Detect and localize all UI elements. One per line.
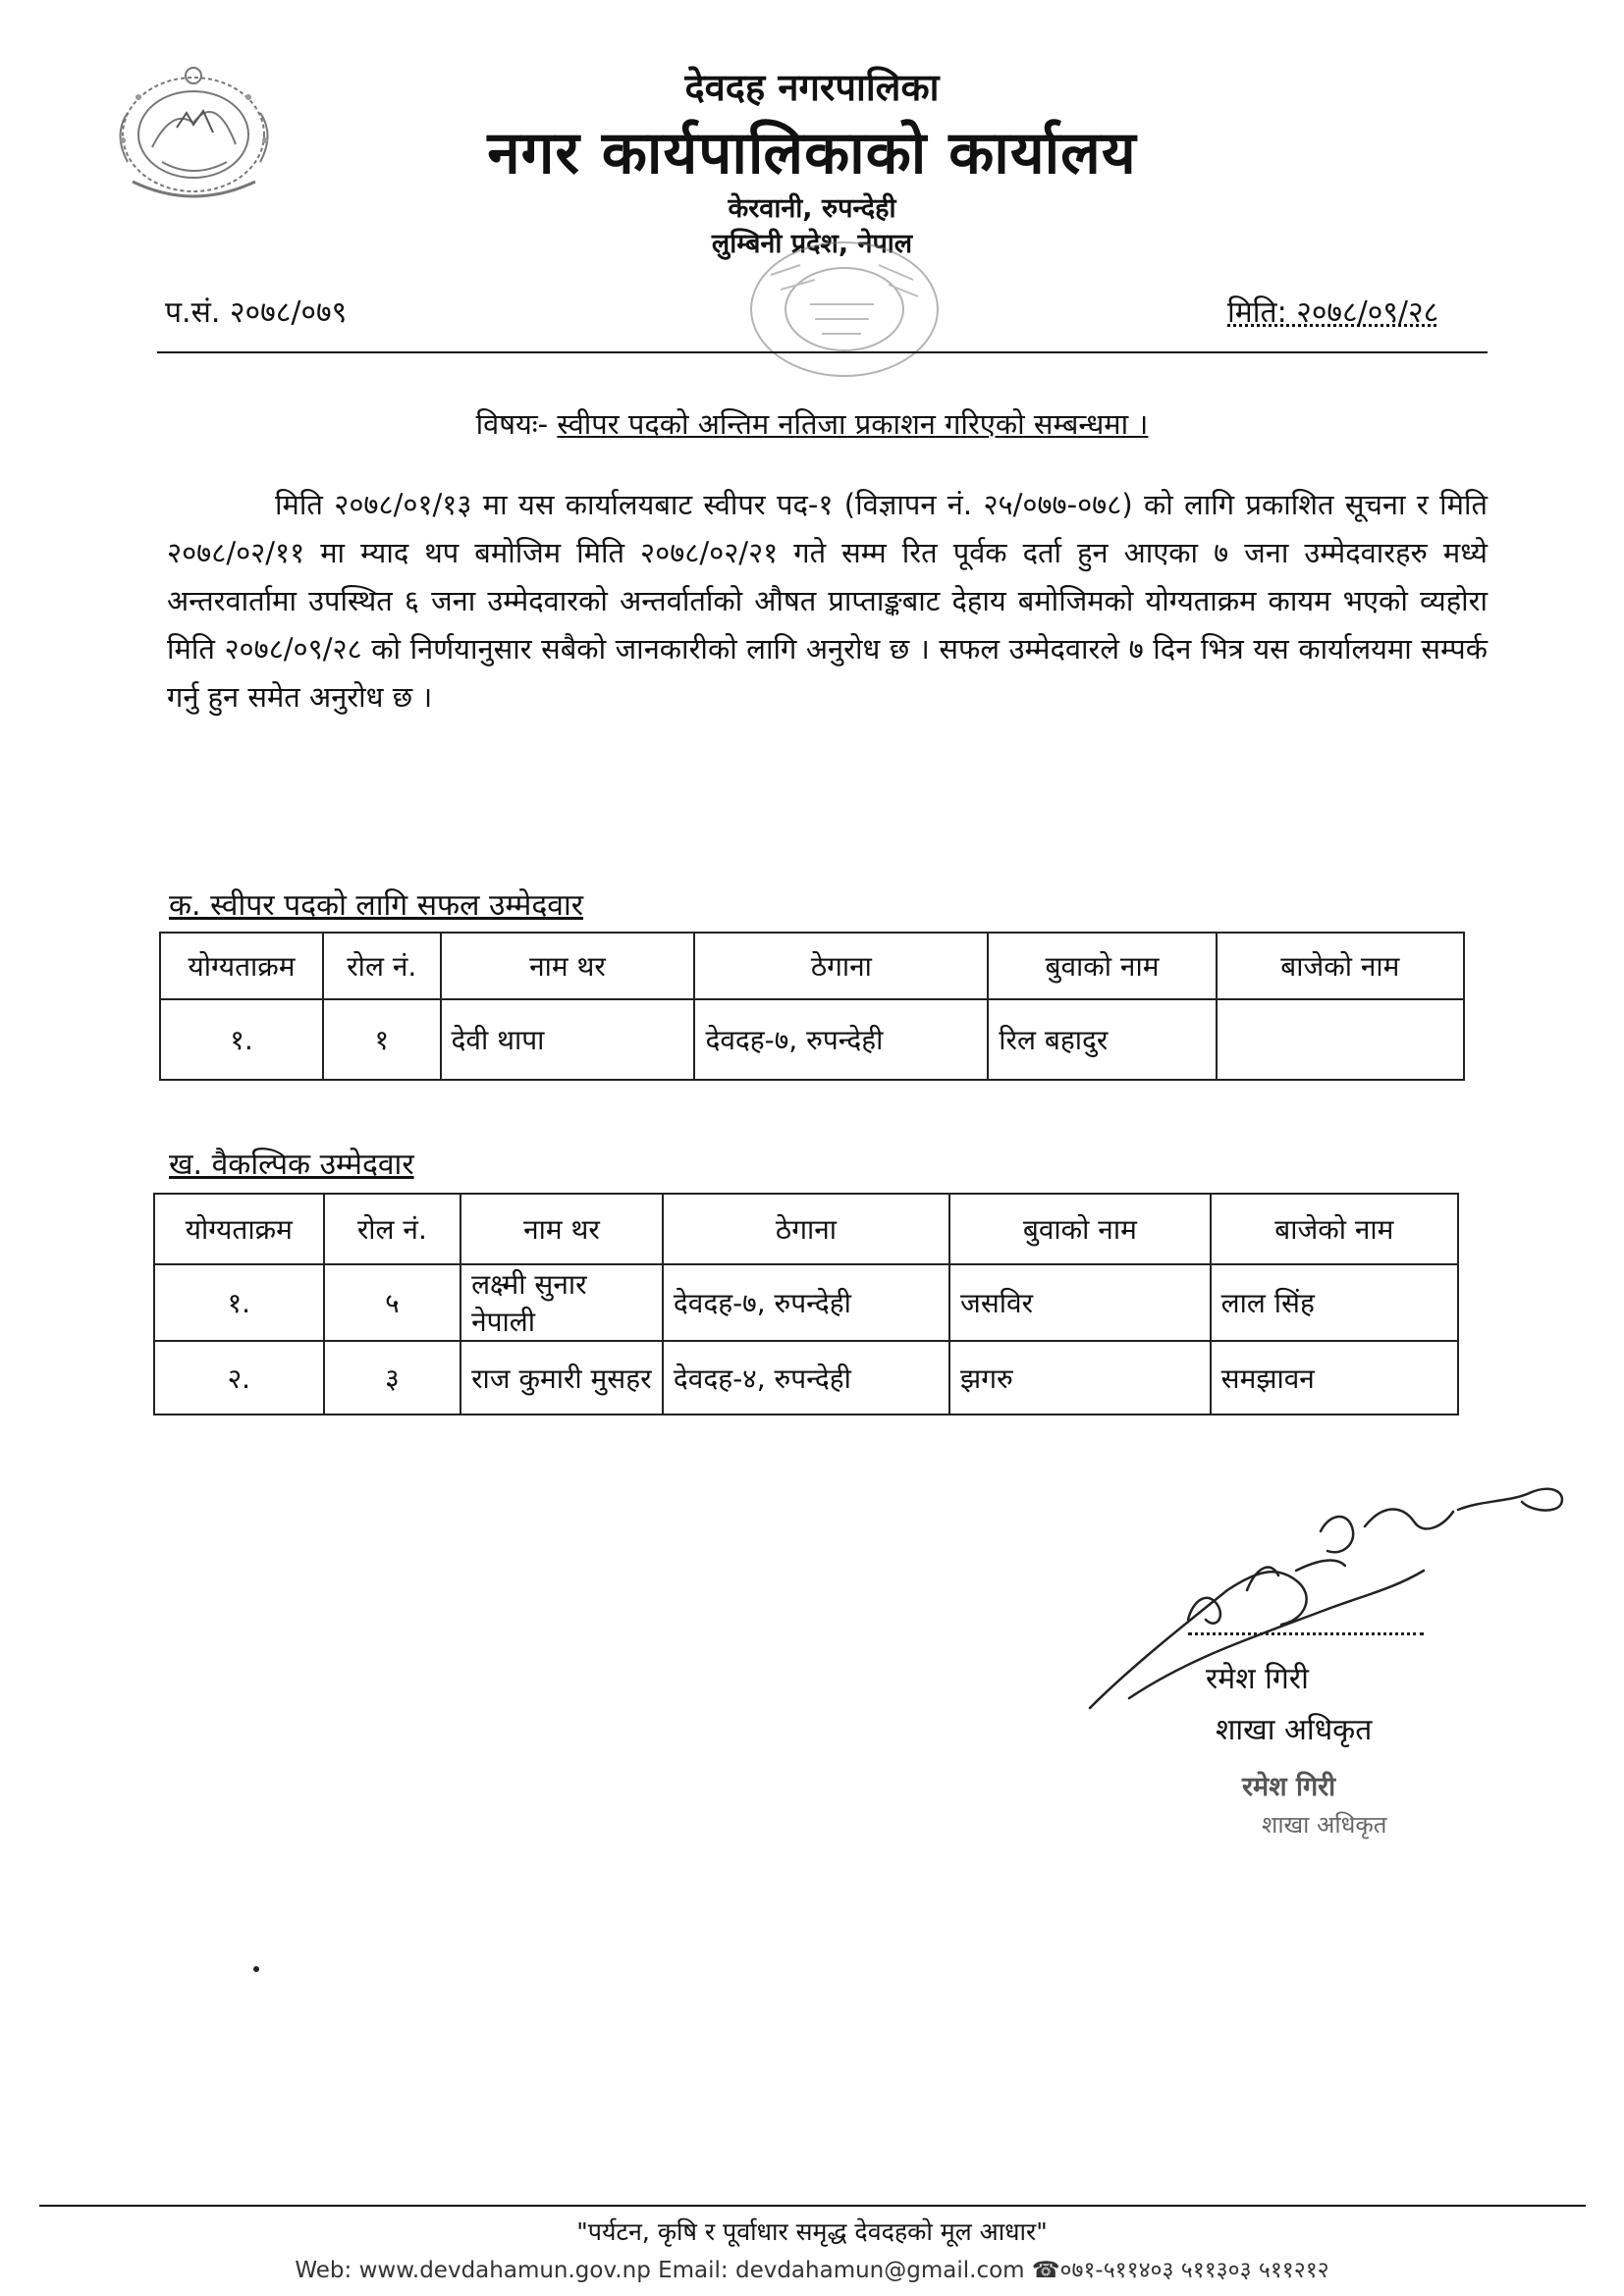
footer-slogan: "पर्यटन, कृषि र पूर्वाधार समृद्ध देवदहको मूल आधार" [576,2217,1048,2246]
subject-prefix: विषयः- [475,407,549,441]
cell-roll-no: ५ [324,1264,460,1341]
reference-number: प.सं. २०७८/०७९ [165,295,348,330]
body-paragraph: मिति २०७८/०१/१३ मा यस कार्यालयबाट स्वीपर पद-१ (विज्ञापन नं. २५/०७७-०७८) को लागि प्रकाशित सूचना र मिति २०७८/०२/११ मा म्याद थप बमोजिम मिति २०७८/०२/२१ गते सम्म रित पूर्वक दर्ता हुन आएका ७ जना उम्मेदवारहरु मध्ये अन्तरवार्तामा उपस्थित ६ जना उम्मेदवारको अन्तर्वार्ताको औषत प्राप्ताङ्कबाट देहाय बमोजिमको योग्यताक्रम कायम भएको व्यहोरा मिति २०७८/०९/२८ को निर्णयानुसार सबैको जानकारीको लागि अनुरोध छ । सफल उम्मेदवारले ७ दिन भित्र यस कार्यालयमा सम्पर्क गर्नु हुन समेत अनुरोध छ । [167,488,1488,714]
cell-grandfather-name: समझावन [1211,1341,1458,1415]
header-roll-no: रोल नं. [324,1194,460,1264]
office-name: नगर कार्यपालिकाको कार्यालय [487,119,1137,187]
table-row [154,1264,1458,1341]
issue-date [1227,291,1438,331]
header-roll-no: रोल नं. [323,933,441,999]
table-row [154,1341,1458,1415]
header-address: ठेगाना [663,1194,949,1264]
footer-divider [39,2205,1586,2207]
subject-text: स्वीपर पदको अन्तिम नतिजा प्रकाशन गरिएको सम्बन्धमा । [557,407,1149,441]
header-name: नाम थर [460,1194,663,1264]
address-line-2: लुम्बिनी प्रदेश, नेपाल [711,229,913,259]
cell-name: राज कुमारी मुसहर [460,1341,663,1415]
successful-candidates-table [159,932,1465,1081]
handwritten-signature-icon [1070,1472,1581,1737]
header-father-name: बुवाको नाम [949,1194,1211,1264]
scan-speck [253,1966,259,1972]
title-stamp: शाखा अधिकृत [1262,1811,1387,1839]
name-stamp: रमेश गिरी [1242,1772,1336,1802]
table-row [160,999,1464,1080]
organization-name: देवदह नगरपालिका [684,66,940,109]
cell-roll-no: ३ [324,1341,460,1415]
cell-rank: १. [154,1264,324,1341]
alternate-candidates-table [153,1193,1459,1415]
cell-father-name: जसविर [949,1264,1211,1341]
cell-name: देवी थापा [441,999,695,1080]
table-header-row [160,933,1464,999]
header-divider [157,351,1488,353]
cell-father-name: रिल बहादुर [988,999,1216,1080]
section-b-title: ख. वैकल्पिक उम्मेदवार [169,1148,414,1182]
cell-address: देवदह-७, रुपन्देही [694,999,988,1080]
header-rank: योग्यताक्रम [154,1194,324,1264]
cell-grandfather-name: लाल सिंह [1211,1264,1458,1341]
cell-father-name: झगरु [949,1341,1211,1415]
header-address: ठेगाना [694,933,988,999]
office-stamp-icon [741,236,947,383]
subject-line [0,404,1624,443]
footer-contact: Web: www.devdahamun.gov.np Email: devdahamun@gmail.com ☎०७१-५११४०३ ५११३०३ ५११२१२ [295,2258,1329,2283]
cell-grandfather-name [1217,999,1464,1080]
cell-rank: १. [160,999,323,1080]
issue-date-text: मिति: २०७८/०९/२८ [1227,295,1439,330]
header-father-name: बुवाको नाम [988,933,1216,999]
table-header-row [154,1194,1458,1264]
address-line-1: केरवानी, रुपन्देही [728,193,896,224]
header-rank: योग्यताक्रम [160,933,323,999]
cell-address: देवदह-७, रुपन्देही [663,1264,949,1341]
signer-name: रमेश गिरी [1206,1662,1309,1696]
header-grandfather-name: बाजेको नाम [1217,933,1464,999]
cell-roll-no: १ [323,999,441,1080]
cell-address: देवदह-४, रुपन्देही [663,1341,949,1415]
cell-name: लक्ष्मी सुनार नेपाली [460,1264,663,1341]
cell-rank: २. [154,1341,324,1415]
signer-title: शाखा अधिकृत [1216,1713,1373,1747]
section-a-title: क. स्वीपर पदको लागि सफल उम्मेदवार [169,888,583,923]
signature-line [1188,1632,1424,1635]
header-grandfather-name: बाजेको नाम [1211,1194,1458,1264]
header-name: नाम थर [441,933,695,999]
